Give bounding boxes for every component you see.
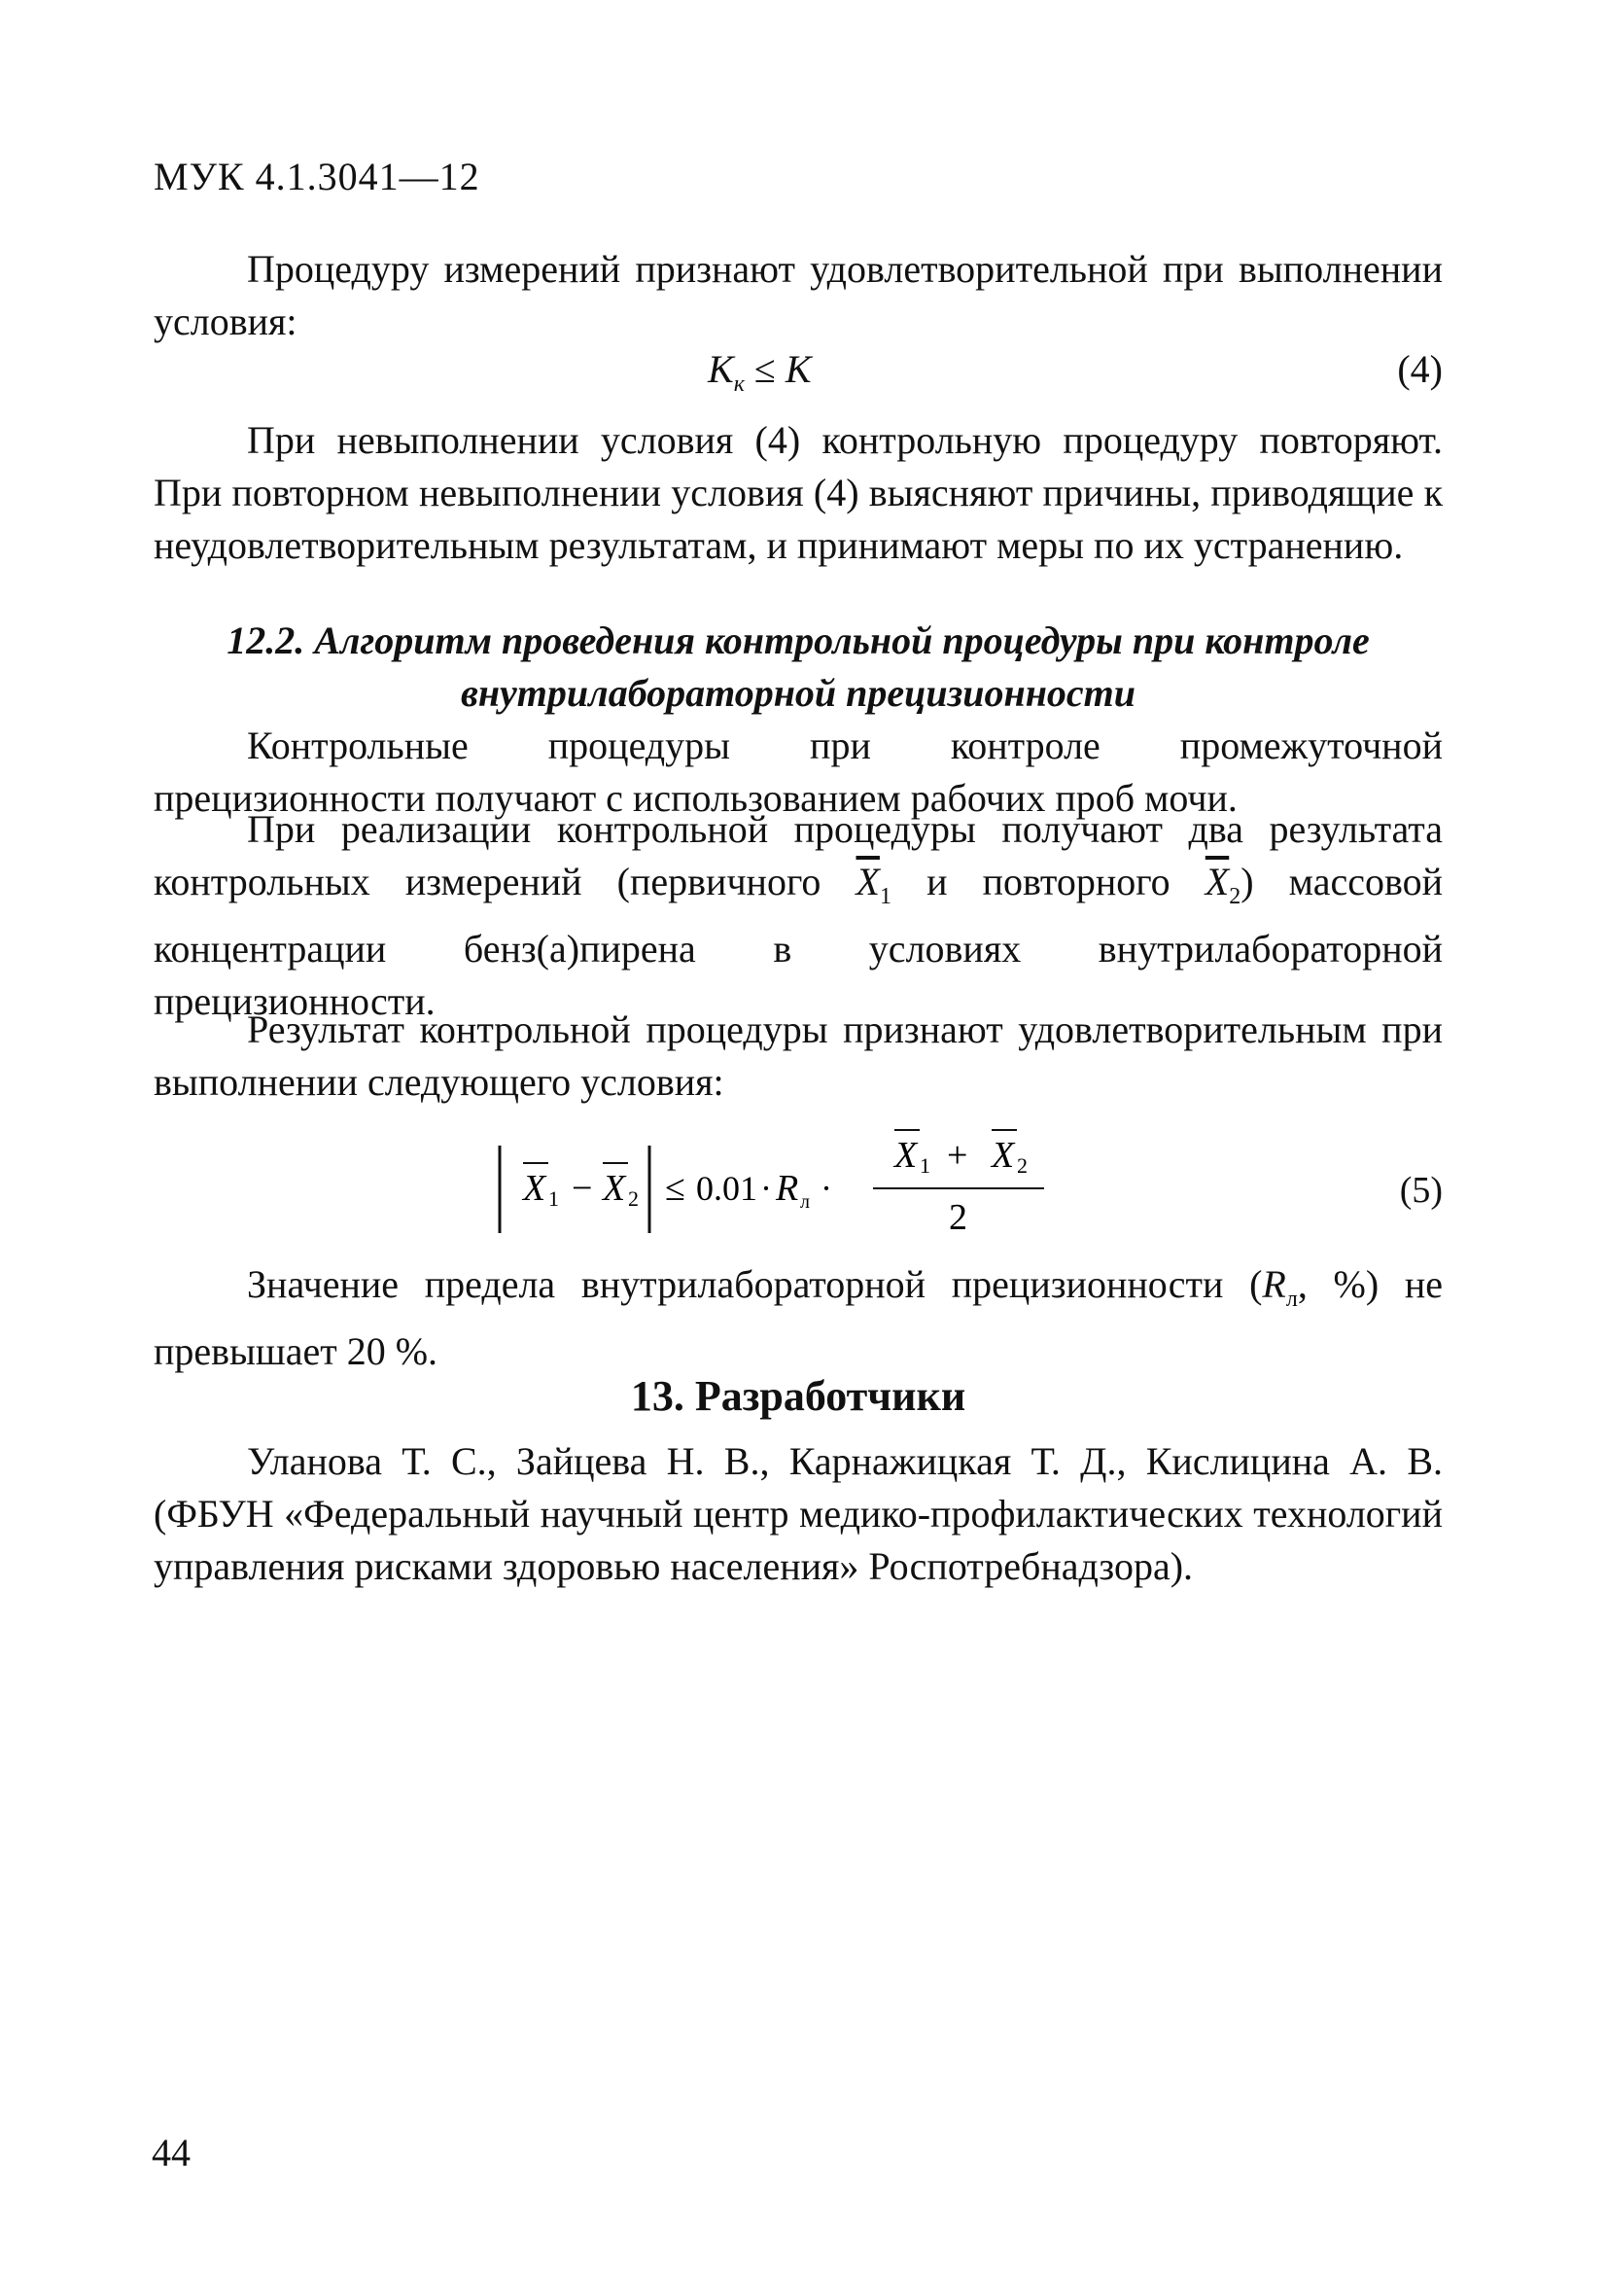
paragraph-text: Значение предела внутрилабораторной прецизионности ($R_л$, %) не превышает 20 %. — [154, 1262, 1443, 1373]
variable-x2: $\overline{X}$ — [1205, 860, 1230, 903]
variable-x1: $\overline{X}$ — [856, 860, 880, 903]
section-13-title: 13. Разработчики — [630, 1372, 966, 1420]
formula-dot-1: · — [760, 1169, 772, 1208]
formula-r: R — [776, 1168, 799, 1209]
paragraph-text: Контрольные процедуры при контроле промежуточной прецизионности получают с использованием рабочих проб мочи. — [154, 724, 1443, 820]
paragraph-text: Процедуру измерений признают удовлетворительной при выполнении условия: — [154, 247, 1443, 343]
page-number: 44 — [152, 2131, 191, 2174]
paragraph-condition-intro — [154, 243, 1443, 348]
section-12-2-title — [154, 615, 1443, 720]
formula-4 — [154, 346, 1443, 399]
formula-4-expression: $K_к \le K$ — [708, 347, 812, 397]
numerator-x1-sub: 1 — [920, 1153, 930, 1178]
formula-leq: ≤ — [665, 1168, 685, 1209]
paragraph-text: Уланова Т. С., Зайцева Н. В., Карнажицкая Т. Д., Кислицина А. В. (ФБУН «Федеральный научный центр медико-профилактических технологий управления рисками здоровью населения» Роспотребнадзора). — [154, 1439, 1443, 1588]
formula-4-number: (4) — [1397, 347, 1443, 391]
formula-r-sub: л — [800, 1191, 810, 1213]
section-title-line-2: внутрилабораторной прецизионности — [460, 671, 1136, 715]
document-code-header: МУК 4.1.3041—12 — [154, 155, 480, 198]
paragraph-text: Результат контрольной процедуры признают удовлетворительным при выполнении следующего условия: — [154, 1007, 1443, 1104]
numerator-x2-sub: 2 — [1017, 1153, 1028, 1178]
formula-coefficient: 0.01 — [696, 1169, 757, 1208]
numerator-x1: X — [894, 1135, 918, 1176]
paragraph-text: При реализации контрольной процедуры получают два результата контрольных измерений (первичного $\overline{X}_1$ и повторного $\overline{X}_2$) массовой концентрации бенз(а)пирена в условиях внутрилабораторной прецизионности. — [154, 807, 1443, 1023]
formula-5-graphic — [494, 1118, 1194, 1245]
paragraph-precision-limit — [154, 1258, 1443, 1378]
denominator: 2 — [949, 1197, 967, 1238]
numerator-x2: X — [992, 1135, 1015, 1176]
formula-x2-sub: 2 — [628, 1186, 639, 1211]
paragraph-developers — [154, 1435, 1443, 1593]
paragraph-text: При невыполнении условия (4) контрольную процедуру повторяют. При повторном невыполнении условия (4) выясняют причины, приводящие к неудовлетворительным результатам, и принимают меры по их устранению. — [154, 418, 1443, 567]
formula-x1-sub: 1 — [548, 1186, 559, 1211]
formula-5 — [154, 1118, 1443, 1245]
formula-5-number: (5) — [1399, 1170, 1443, 1211]
paragraph-result-condition — [154, 1004, 1443, 1109]
formula-x1: X — [523, 1168, 546, 1209]
formula-dot-2: · — [821, 1169, 832, 1208]
formula-minus: − — [572, 1168, 593, 1209]
formula-x2: X — [603, 1168, 626, 1209]
paragraph-repeat-procedure — [154, 414, 1443, 572]
numerator-plus: + — [947, 1135, 968, 1176]
paragraph-two-results — [154, 803, 1443, 1028]
section-title-line-1: 12.2. Алгоритм проведения контрольной процедуры при контроле — [227, 618, 1370, 662]
